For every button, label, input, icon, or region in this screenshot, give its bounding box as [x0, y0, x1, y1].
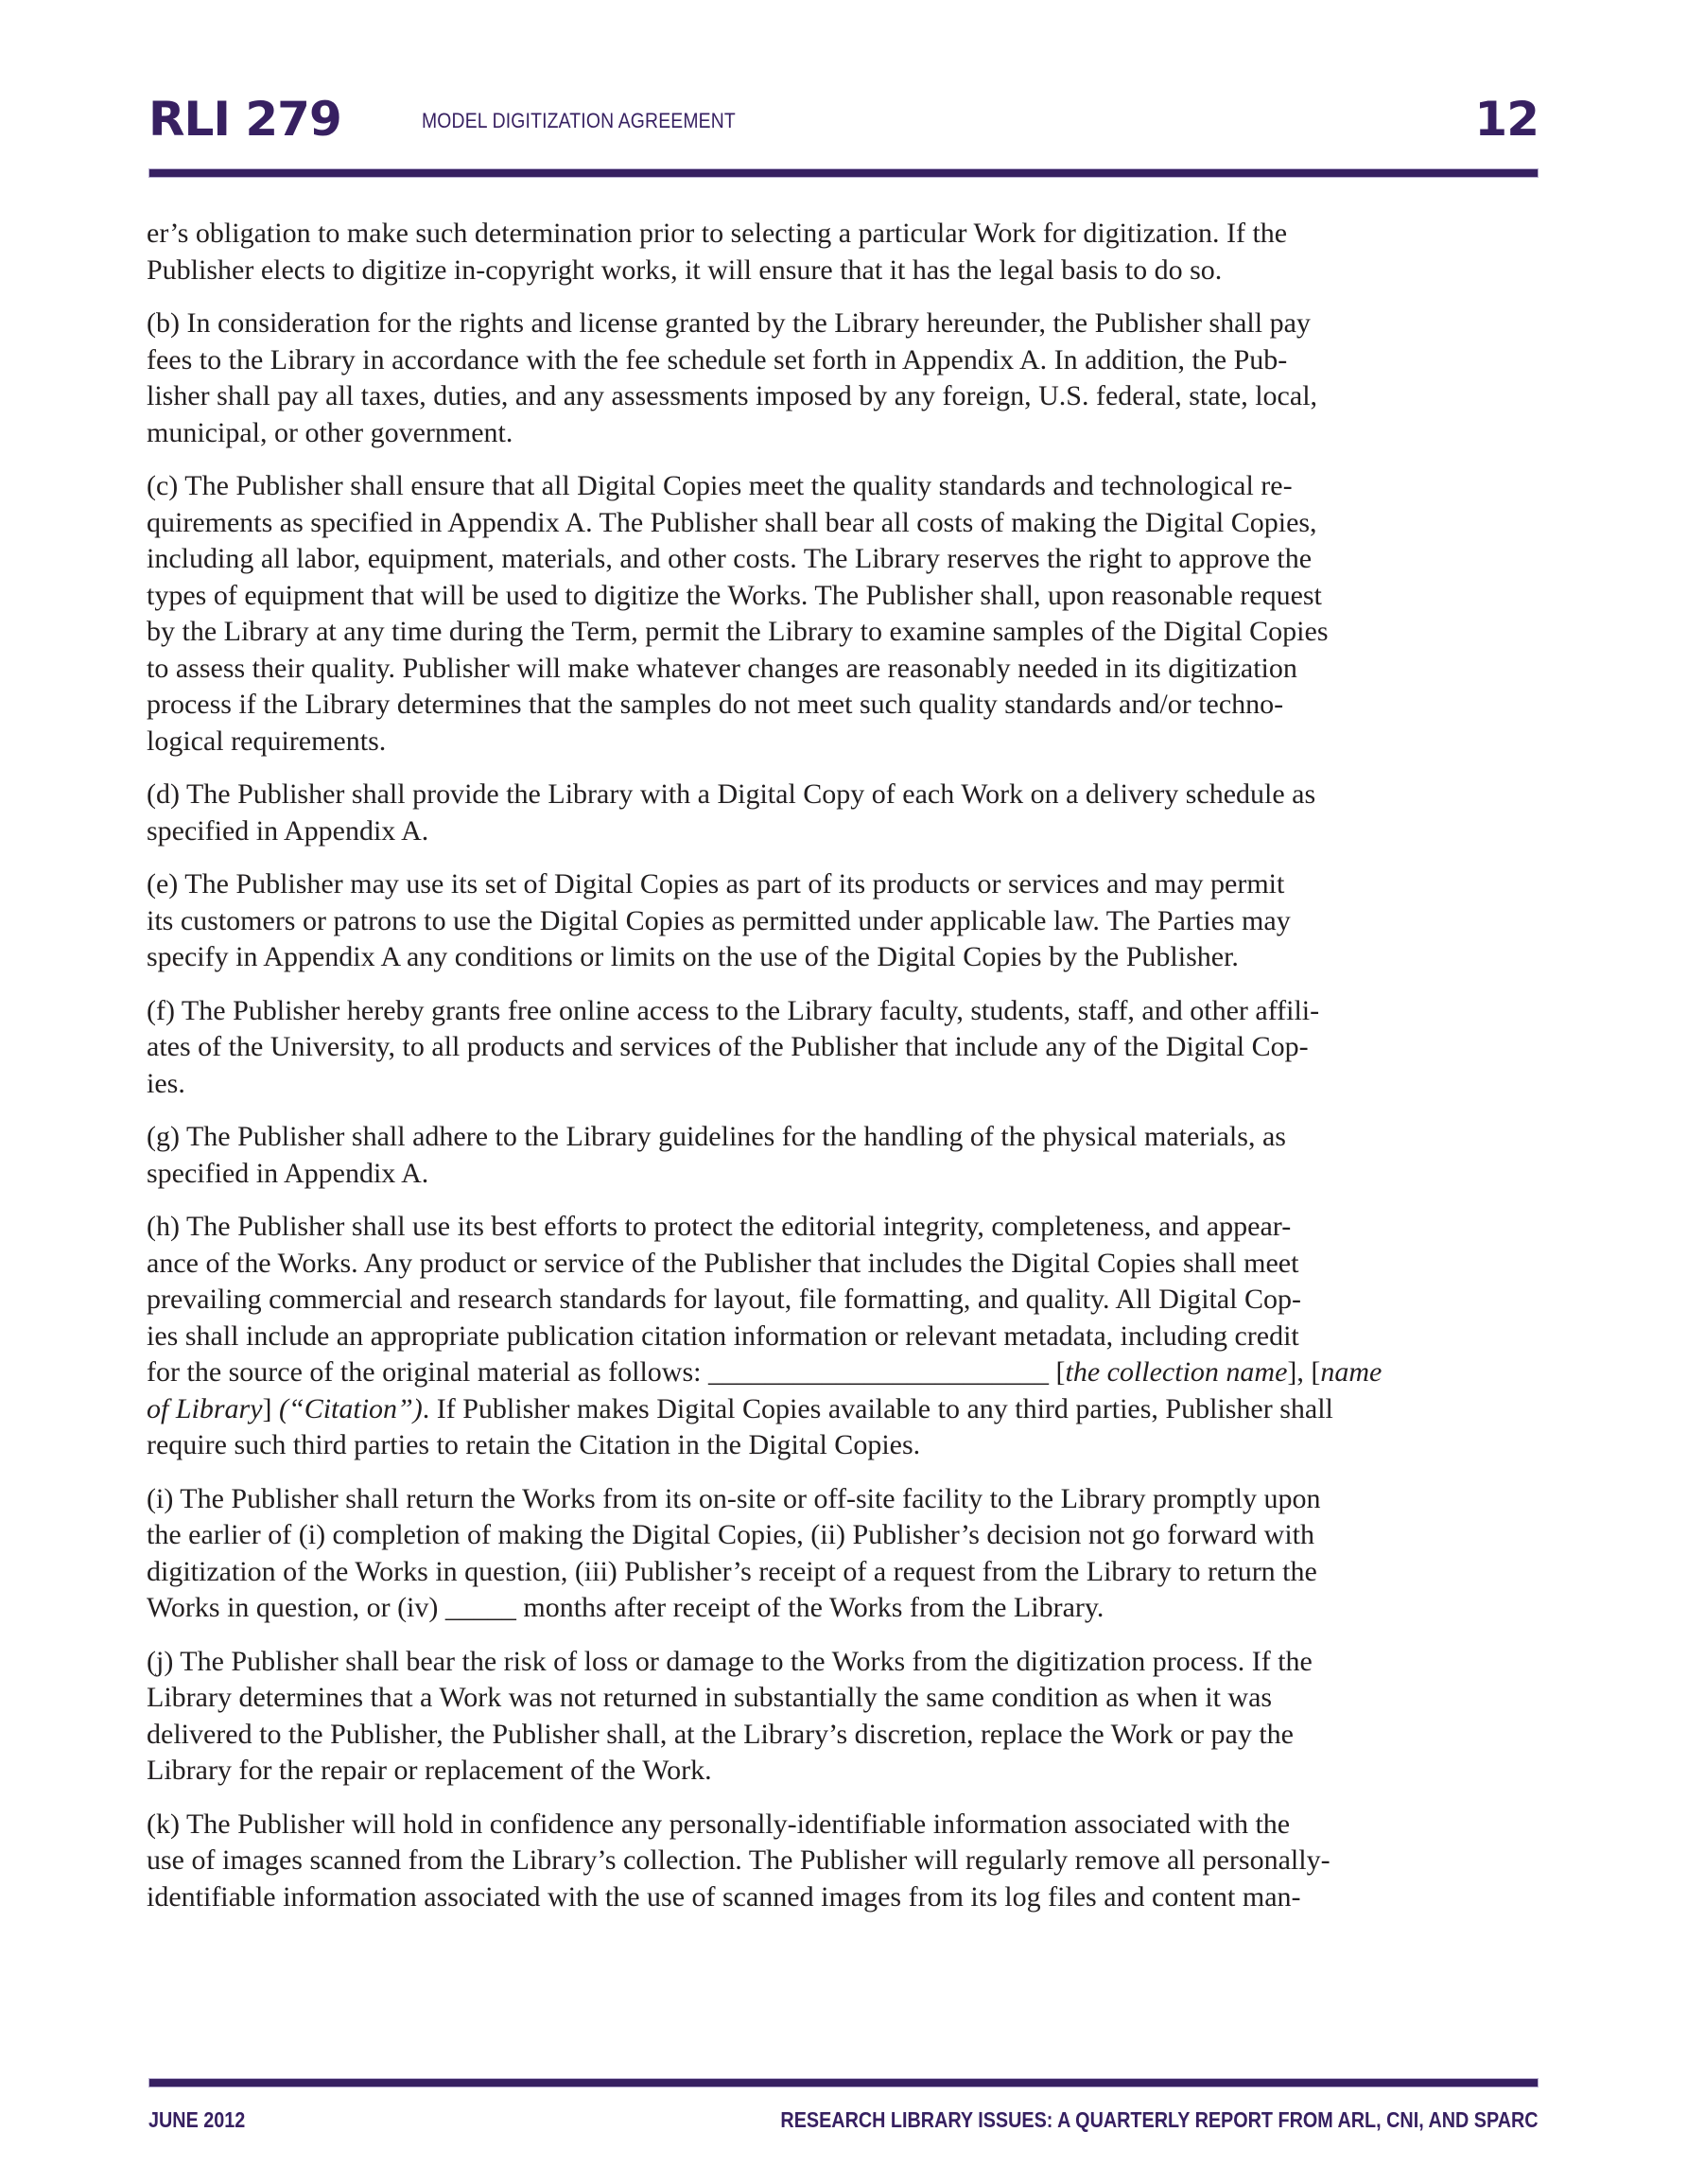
citation-prefix: for the source of the original material as follows: ________________________ [	[147, 1356, 1066, 1388]
text-line: delivered to the Publisher, the Publisher shall, at the Library’s discretion, replace the Work or pay the	[147, 1718, 1294, 1750]
paragraph-continuation	[147, 216, 1541, 288]
text-line: quirements as specified in Appendix A. The Publisher shall bear all costs of making the Digital Copies,	[147, 506, 1317, 538]
text-line: by the Library at any time during the Term, permit the Library to examine samples of the Digital Copies	[147, 616, 1329, 647]
text-line: (j) The Publisher shall bear the risk of loss or damage to the Works from the digitization process. If the	[147, 1645, 1313, 1677]
text-line: specified in Appendix A.	[147, 1157, 429, 1189]
text-line: er’s obligation to make such determination prior to selecting a particular Work for digitization. If the	[147, 218, 1288, 249]
paragraph-h	[147, 1209, 1541, 1464]
text-line: Library determines that a Work was not returned in substantially the same condition as when it was	[147, 1682, 1273, 1713]
text-line: specified in Appendix A.	[147, 814, 429, 847]
text-line: use of images scanned from the Library’s collection. The Publisher will regularly remove all personally-	[147, 1844, 1330, 1876]
text-line: ance of the Works. Any product or service of the Publisher that includes the Digital Copies shall meet	[147, 1247, 1299, 1279]
series-label: RLI 279	[148, 92, 341, 147]
text-line: (k) The Publisher will hold in confidence any personally-identifiable information associated with the	[147, 1808, 1291, 1840]
text-line: ates of the University, to all products and services of the Publisher that include any of the Digital Cop-	[147, 1031, 1309, 1062]
header-rule	[148, 168, 1539, 178]
text-line: (g) The Publisher shall adhere to the Library guidelines for the handling of the physical materials, as	[147, 1121, 1286, 1152]
text-line: Publisher elects to digitize in-copyright works, it will ensure that it has the legal basis to do so.	[147, 253, 1223, 286]
paragraph-b	[147, 306, 1541, 451]
citation-separator: ], [	[1287, 1356, 1321, 1388]
text-line: ies.	[147, 1067, 185, 1099]
text-line: logical requirements.	[147, 725, 387, 757]
text-line: its customers or patrons to use the Digital Copies as permitted under applicable law. The Parties may	[147, 904, 1291, 936]
library-name-placeholder-cont: of Library	[147, 1392, 263, 1424]
text-line: require such third parties to retain the Citation in the Digital Copies.	[147, 1429, 921, 1460]
text-line: prevailing commercial and research standards for layout, file formatting, and quality. All Digital Cop-	[147, 1284, 1302, 1315]
text-line: Works in question, or (iv) _____ months after receipt of the Works from the Library.	[147, 1592, 1104, 1623]
agreement-body	[147, 216, 1541, 1932]
citation-bracket: ]	[262, 1392, 280, 1424]
text-line	[147, 1354, 1541, 1391]
publication-title: RESEARCH LIBRARY ISSUES: A QUARTERLY REPORT FROM ARL, CNI, AND SPARC	[780, 2107, 1539, 2132]
paragraph-e	[147, 866, 1541, 976]
text-line: process if the Library determines that the samples do not meet such quality standards and/or techno-	[147, 689, 1284, 720]
text-line: specify in Appendix A any conditions or limits on the use of the Digital Copies by the Publisher.	[147, 941, 1239, 972]
text-line	[147, 1391, 1541, 1428]
text-line: digitization of the Works in question, (iii) Publisher’s receipt of a request from the Library to return the	[147, 1555, 1317, 1587]
paragraph-c	[147, 468, 1541, 760]
citation-term: (“Citation”)	[279, 1392, 423, 1424]
library-name-placeholder: name	[1320, 1356, 1383, 1388]
text-line: (d) The Publisher shall provide the Library with a Digital Copy of each Work on a delivery schedule as	[147, 778, 1316, 810]
text-line: fees to the Library in accordance with the fee schedule set forth in Appendix A. In addition, the Pub-	[147, 343, 1288, 376]
text-line: identifiable information associated with the use of scanned images from its log files and content man-	[147, 1880, 1301, 1913]
text-line: types of equipment that will be used to digitize the Works. The Publisher shall, upon reasonable request	[147, 579, 1322, 611]
paragraph-k	[147, 1807, 1541, 1916]
paragraph-g	[147, 1119, 1541, 1192]
text-line: the earlier of (i) completion of making the Digital Copies, (ii) Publisher’s decision not go forward with	[147, 1519, 1315, 1550]
citation-suffix: . If Publisher makes Digital Copies available to any third parties, Publisher shall	[422, 1392, 1333, 1424]
footer-rule	[148, 2078, 1539, 2088]
text-line: lisher shall pay all taxes, duties, and any assessments imposed by any foreign, U.S. federal, state, local,	[147, 380, 1318, 411]
page-number: 12	[1474, 92, 1539, 147]
paragraph-i	[147, 1481, 1541, 1627]
text-line: Library for the repair or replacement of the Work.	[147, 1755, 712, 1786]
text-line: (b) In consideration for the rights and license granted by the Library hereunder, the Publisher shall pay	[147, 307, 1311, 339]
text-line: to assess their quality. Publisher will make whatever changes are reasonably needed in its digitization	[147, 652, 1297, 684]
text-line: ies shall include an appropriate publication citation information or relevant metadata, including credit	[147, 1319, 1299, 1352]
text-line: including all labor, equipment, materials, and other costs. The Library reserves the right to approve the	[147, 543, 1313, 574]
text-line: municipal, or other government.	[147, 416, 513, 448]
paragraph-d	[147, 777, 1541, 849]
paragraph-j	[147, 1644, 1541, 1790]
issue-date: JUNE 2012	[148, 2107, 246, 2132]
collection-name-placeholder: the collection name	[1065, 1356, 1288, 1388]
text-line: (e) The Publisher may use its set of Digital Copies as part of its products or services and may permit	[147, 868, 1285, 900]
text-line: (c) The Publisher shall ensure that all Digital Copies meet the quality standards and technological re-	[147, 470, 1293, 501]
text-line: (h) The Publisher shall use its best efforts to protect the editorial integrity, completeness, and appear-	[147, 1211, 1292, 1242]
text-line: (i) The Publisher shall return the Works from its on-site or off-site facility to the Library promptly upon	[147, 1482, 1321, 1514]
paragraph-f	[147, 993, 1541, 1103]
text-line: (f) The Publisher hereby grants free online access to the Library faculty, students, staff, and other affili-	[147, 994, 1320, 1026]
section-title: MODEL DIGITIZATION AGREEMENT	[422, 109, 736, 132]
